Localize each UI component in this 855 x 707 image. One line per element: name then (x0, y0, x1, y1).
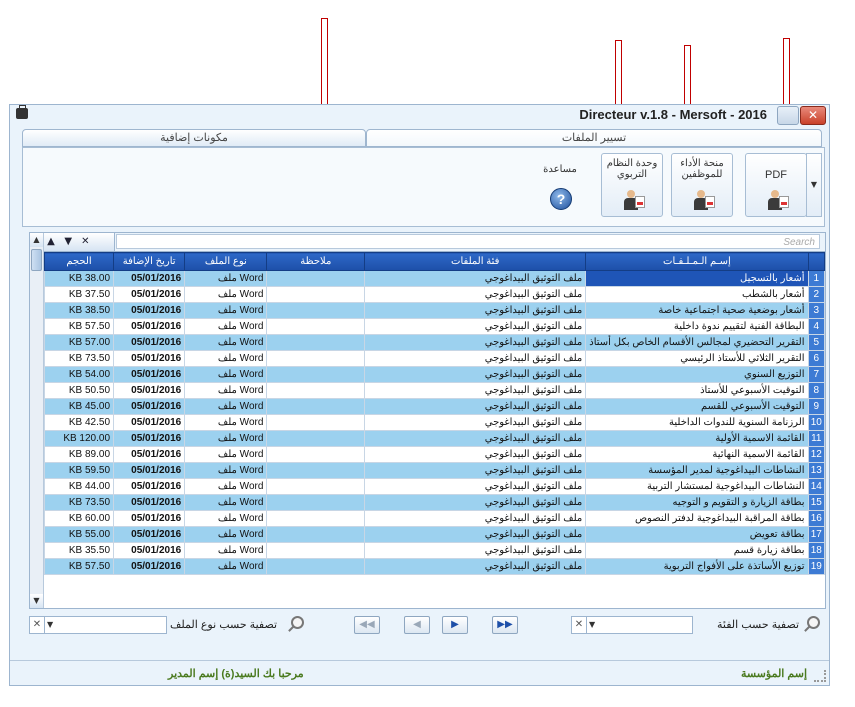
resize-grip-icon[interactable] (814, 670, 826, 682)
cell-note[interactable] (267, 271, 365, 287)
table-row[interactable] (45, 415, 825, 431)
institution-name: إسم المؤسسة (740, 668, 807, 680)
cell-category[interactable]: ملف التوثيق البيداغوجي (365, 399, 586, 415)
ribbon-dropdown-button[interactable]: ▼ (806, 153, 822, 217)
next-page-button[interactable]: ▶ (442, 616, 468, 634)
cell-note[interactable] (267, 287, 365, 303)
cell-type[interactable]: ملف Word (185, 495, 267, 511)
tab-strip (22, 129, 822, 147)
educational-system-button[interactable] (601, 153, 663, 217)
cell-row-number[interactable]: 16 (808, 511, 824, 527)
briefcase-icon (16, 108, 28, 119)
table-row[interactable] (45, 367, 825, 383)
cell-row-number[interactable]: 4 (808, 319, 824, 335)
column-header-date[interactable]: تاريخ الإضافة (114, 253, 185, 271)
cell-category[interactable]: ملف التوثيق البيداغوجي (365, 287, 586, 303)
cell-date[interactable]: 05/01/2016 (114, 303, 185, 319)
cell-type[interactable]: ملف Word (185, 431, 267, 447)
cell-size[interactable]: KB 37.50 (45, 287, 114, 303)
cell-size[interactable]: KB 38.00 (45, 271, 114, 287)
cell-row-number[interactable]: 13 (808, 463, 824, 479)
table-row[interactable] (45, 351, 825, 367)
delete-icon[interactable]: ✕ (81, 236, 90, 247)
grid-search-input[interactable]: Search (116, 234, 820, 249)
status-bar (10, 660, 829, 685)
cell-size[interactable]: KB 44.00 (45, 479, 114, 495)
cell-type[interactable]: ملف Word (185, 303, 267, 319)
cell-row-number[interactable]: 2 (808, 287, 824, 303)
cell-category[interactable]: ملف التوثيق البيداغوجي (365, 559, 586, 575)
cell-category[interactable]: ملف التوثيق البيداغوجي (365, 479, 586, 495)
cell-type[interactable]: ملف Word (185, 351, 267, 367)
cell-row-number[interactable]: 10 (808, 415, 824, 431)
cell-date[interactable]: 05/01/2016 (114, 463, 185, 479)
clear-category-filter-icon[interactable]: ✕ (572, 617, 587, 633)
prev-page-button[interactable]: ◀ (404, 616, 430, 634)
cell-note[interactable] (267, 527, 365, 543)
ribbon-toolbar (22, 147, 825, 227)
filter-bar (29, 614, 824, 638)
window-title: Directeur v.1.8 - Mersoft - 2016 (579, 107, 767, 122)
vertical-scrollbar[interactable] (30, 233, 44, 608)
cell-note[interactable] (267, 479, 365, 495)
restore-button[interactable] (777, 106, 799, 125)
cell-row-number[interactable]: 1 (808, 271, 824, 287)
app-window (9, 104, 830, 686)
category-filter-label: تصفية حسب الفئة (717, 619, 800, 631)
cell-note[interactable] (267, 351, 365, 367)
cell-note[interactable] (267, 511, 365, 527)
first-page-button[interactable]: ◀◀ (354, 616, 380, 634)
cell-note[interactable] (267, 335, 365, 351)
cell-note[interactable] (267, 495, 365, 511)
cell-type[interactable]: ملف Word (185, 527, 267, 543)
cell-row-number[interactable]: 18 (808, 543, 824, 559)
grid-toolbar (30, 233, 825, 252)
help-icon: ? (550, 188, 572, 210)
cell-row-number[interactable]: 5 (808, 335, 824, 351)
cell-type[interactable]: ملف Word (185, 415, 267, 431)
cell-row-number[interactable]: 14 (808, 479, 824, 495)
table-row[interactable] (45, 431, 825, 447)
cell-note[interactable] (267, 543, 365, 559)
cell-note[interactable] (267, 559, 365, 575)
cell-category[interactable]: ملف التوثيق البيداغوجي (365, 495, 586, 511)
cell-category[interactable]: ملف التوثيق البيداغوجي (365, 415, 586, 431)
table-body (45, 271, 825, 575)
table-row[interactable] (45, 511, 825, 527)
column-header-size[interactable]: الحجم (45, 253, 114, 271)
close-button[interactable]: ✕ (800, 106, 826, 125)
files-table (44, 252, 825, 575)
cell-name[interactable]: البطاقة الفنية لتقييم ندوة داخلية (586, 319, 808, 335)
table-header-row (45, 253, 825, 271)
chevron-down-icon[interactable]: ▼ (589, 620, 596, 629)
scroll-up-icon[interactable]: ▲ (30, 233, 43, 247)
cell-size[interactable]: KB 50.50 (45, 383, 114, 399)
table-row[interactable] (45, 495, 825, 511)
cell-category[interactable]: ملف التوثيق البيداغوجي (365, 271, 586, 287)
person-document-icon (767, 190, 783, 210)
search-icon[interactable] (807, 616, 820, 629)
cell-size[interactable]: KB 59.50 (45, 463, 114, 479)
table-row[interactable] (45, 303, 825, 319)
cell-size[interactable]: KB 55.00 (45, 527, 114, 543)
cell-size[interactable]: KB 54.00 (45, 367, 114, 383)
cell-category[interactable]: ملف التوثيق البيداغوجي (365, 543, 586, 559)
cell-name[interactable]: النشاطات البيداغوجية لمدير المؤسسة (586, 463, 808, 479)
cell-type[interactable]: ملف Word (185, 463, 267, 479)
column-header-type[interactable]: نوع الملف (185, 253, 267, 271)
cell-note[interactable] (267, 383, 365, 399)
move-up-icon[interactable]: ▲ (47, 236, 55, 247)
cell-category[interactable]: ملف التوثيق البيداغوجي (365, 431, 586, 447)
chevron-down-icon[interactable]: ▼ (47, 620, 54, 629)
cell-note[interactable] (267, 367, 365, 383)
cell-name[interactable]: بطاقة زيارة قسم (586, 543, 808, 559)
cell-size[interactable]: KB 57.00 (45, 335, 114, 351)
cell-size[interactable]: KB 45.00 (45, 399, 114, 415)
cell-name[interactable]: القائمة الاسمية الأولية (586, 431, 808, 447)
cell-size[interactable]: KB 35.50 (45, 543, 114, 559)
cell-date[interactable]: 05/01/2016 (114, 527, 185, 543)
type-filter-select[interactable] (29, 616, 167, 634)
cell-size[interactable]: KB 57.50 (45, 319, 114, 335)
cell-date[interactable]: 05/01/2016 (114, 399, 185, 415)
cell-type[interactable]: ملف Word (185, 319, 267, 335)
scroll-thumb[interactable] (31, 249, 42, 271)
cell-name[interactable]: التوزيع السنوي (586, 367, 808, 383)
educational-system-label: وحدة النظام التربوي (606, 158, 658, 180)
column-header-note[interactable]: ملاحظة (267, 253, 365, 271)
cell-name[interactable]: النشاطات البيداغوجية لمستشار التربية (586, 479, 808, 495)
cell-size[interactable]: KB 89.00 (45, 447, 114, 463)
cell-date[interactable]: 05/01/2016 (114, 415, 185, 431)
cell-name[interactable]: القائمة الاسمية النهائية (586, 447, 808, 463)
performance-bonus-button[interactable] (671, 153, 733, 217)
cell-type[interactable]: ملف Word (185, 335, 267, 351)
pdf-button[interactable] (745, 153, 807, 217)
cell-row-number[interactable]: 12 (808, 447, 824, 463)
cell-category[interactable]: ملف التوثيق البيداغوجي (365, 367, 586, 383)
help-button-label: مساعدة (543, 164, 577, 175)
cell-size[interactable]: KB 60.00 (45, 511, 114, 527)
table-row[interactable] (45, 527, 825, 543)
cell-row-number[interactable]: 11 (808, 431, 824, 447)
cell-date[interactable]: 05/01/2016 (114, 543, 185, 559)
cell-name[interactable]: التقرير الثلاثي للأستاذ الرئيسي (586, 351, 808, 367)
table-row[interactable] (45, 463, 825, 479)
scroll-down-icon[interactable]: ▼ (30, 594, 43, 608)
cell-category[interactable]: ملف التوثيق البيداغوجي (365, 511, 586, 527)
cell-type[interactable]: ملف Word (185, 479, 267, 495)
table-row[interactable] (45, 559, 825, 575)
cell-type[interactable]: ملف Word (185, 447, 267, 463)
cell-name[interactable]: التوقيت الأسبوعي للأستاذ (586, 383, 808, 399)
table-row[interactable] (45, 399, 825, 415)
welcome-text: مرحبا بك السيد(ة) إسم المدير (168, 668, 304, 680)
person-document-icon (693, 190, 709, 210)
cell-note[interactable] (267, 447, 365, 463)
title-bar (10, 105, 829, 127)
category-filter-select[interactable] (571, 616, 693, 634)
cell-name[interactable]: أشعار بوضعية صحية اجتماعية خاصة (586, 303, 808, 319)
table-row[interactable] (45, 335, 825, 351)
last-page-button[interactable]: ▶▶ (492, 616, 518, 634)
table-row[interactable] (45, 447, 825, 463)
cell-date[interactable]: 05/01/2016 (114, 511, 185, 527)
cell-note[interactable] (267, 431, 365, 447)
cell-size[interactable]: KB 120.00 (45, 431, 114, 447)
help-button[interactable] (529, 153, 591, 217)
clear-type-filter-icon[interactable]: ✕ (30, 617, 45, 633)
cell-name[interactable]: أشعار بالشطب (586, 287, 808, 303)
table-row[interactable] (45, 543, 825, 559)
cell-row-number[interactable]: 19 (808, 559, 824, 575)
table-row[interactable] (45, 287, 825, 303)
table-row[interactable] (45, 479, 825, 495)
column-header-category[interactable]: فئة الملفات (365, 253, 586, 271)
cell-category[interactable]: ملف التوثيق البيداغوجي (365, 447, 586, 463)
cell-note[interactable] (267, 415, 365, 431)
cell-name[interactable]: التوقيت الأسبوعي للقسم (586, 399, 808, 415)
cell-category[interactable]: ملف التوثيق البيداغوجي (365, 335, 586, 351)
cell-row-number[interactable]: 6 (808, 351, 824, 367)
cell-row-number[interactable]: 15 (808, 495, 824, 511)
cell-category[interactable]: ملف التوثيق البيداغوجي (365, 351, 586, 367)
cell-date[interactable]: 05/01/2016 (114, 319, 185, 335)
cell-name[interactable]: التقرير التحضيري لمجالس الأقسام الخاص بكل أستاذ (586, 335, 808, 351)
cell-note[interactable] (267, 463, 365, 479)
table-row[interactable] (45, 383, 825, 399)
person-document-icon (623, 190, 639, 210)
cell-date[interactable]: 05/01/2016 (114, 559, 185, 575)
cell-type[interactable]: ملف Word (185, 271, 267, 287)
cell-date[interactable]: 05/01/2016 (114, 271, 185, 287)
cell-date[interactable]: 05/01/2016 (114, 367, 185, 383)
cell-type[interactable]: ملف Word (185, 543, 267, 559)
cell-row-number[interactable]: 7 (808, 367, 824, 383)
cell-name[interactable]: بطاقة تعويض (586, 527, 808, 543)
cell-type[interactable]: ملف Word (185, 367, 267, 383)
tab-file-management[interactable]: تسيير الملفات (366, 129, 822, 147)
cell-size[interactable]: KB 38.50 (45, 303, 114, 319)
cell-row-number[interactable]: 9 (808, 399, 824, 415)
table-row[interactable] (45, 271, 825, 287)
cell-date[interactable]: 05/01/2016 (114, 287, 185, 303)
cell-note[interactable] (267, 319, 365, 335)
cell-date[interactable]: 05/01/2016 (114, 447, 185, 463)
cell-date[interactable]: 05/01/2016 (114, 383, 185, 399)
cell-row-number[interactable]: 8 (808, 383, 824, 399)
performance-bonus-label: منحة الأداء للموظفين (680, 158, 724, 180)
move-down-icon[interactable]: ▼ (64, 236, 73, 247)
tab-add-ons[interactable]: مكونات إضافية (22, 129, 366, 147)
grid-nav-controls (44, 233, 115, 251)
cell-row-number[interactable]: 3 (808, 303, 824, 319)
cell-type[interactable]: ملف Word (185, 287, 267, 303)
column-header-rownum (808, 253, 824, 271)
cell-name[interactable]: توزيع الأساتذة على الأفواج التربوية (586, 559, 808, 575)
cell-name[interactable]: أشعار بالتسجيل (586, 271, 808, 287)
cell-date[interactable]: 05/01/2016 (114, 351, 185, 367)
cell-name[interactable]: بطاقة الزيارة و التقويم و التوجيه (586, 495, 808, 511)
cell-category[interactable]: ملف التوثيق البيداغوجي (365, 303, 586, 319)
cell-size[interactable]: KB 42.50 (45, 415, 114, 431)
cell-date[interactable]: 05/01/2016 (114, 431, 185, 447)
cell-date[interactable]: 05/01/2016 (114, 495, 185, 511)
files-grid (29, 232, 826, 609)
cell-size[interactable]: KB 57.50 (45, 559, 114, 575)
cell-size[interactable]: KB 73.50 (45, 351, 114, 367)
column-header-name[interactable]: إسـم الـمـلـفـات (586, 253, 808, 271)
search-icon[interactable] (291, 616, 304, 629)
cell-note[interactable] (267, 303, 365, 319)
cell-category[interactable]: ملف التوثيق البيداغوجي (365, 383, 586, 399)
cell-type[interactable]: ملف Word (185, 559, 267, 575)
cell-type[interactable]: ملف Word (185, 399, 267, 415)
cell-row-number[interactable]: 17 (808, 527, 824, 543)
cell-category[interactable]: ملف التوثيق البيداغوجي (365, 527, 586, 543)
cell-type[interactable]: ملف Word (185, 383, 267, 399)
cell-name[interactable]: الرزنامة السنوية للندوات الداخلية (586, 415, 808, 431)
cell-date[interactable]: 05/01/2016 (114, 335, 185, 351)
type-filter-label: تصفية حسب نوع الملف (170, 619, 278, 631)
cell-note[interactable] (267, 399, 365, 415)
cell-size[interactable]: KB 73.50 (45, 495, 114, 511)
cell-date[interactable]: 05/01/2016 (114, 479, 185, 495)
pdf-button-label: PDF (765, 169, 787, 181)
cell-category[interactable]: ملف التوثيق البيداغوجي (365, 319, 586, 335)
cell-name[interactable]: بطاقة المراقبة البيداغوجية لدفتر النصوص (586, 511, 808, 527)
cell-category[interactable]: ملف التوثيق البيداغوجي (365, 463, 586, 479)
table-row[interactable] (45, 319, 825, 335)
cell-type[interactable]: ملف Word (185, 511, 267, 527)
